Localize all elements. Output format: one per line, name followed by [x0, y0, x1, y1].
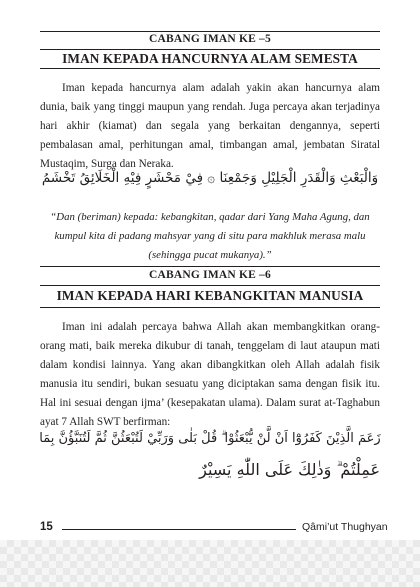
book-title: Qâmi’ut Thughyan	[302, 521, 388, 533]
decorative-pattern	[0, 540, 420, 587]
section-5-heading: IMAN KEPADA HANCURNYA ALAM SEMESTA	[62, 51, 358, 66]
section-5-divider	[40, 49, 380, 50]
section-5-translation: “Dan (beriman) kepada: kebangkitan, qadar dari Yang Maha Agung, dan kumpul kita di padang mahsyar yang di situ para makhluk merasa malu (sehingga pucat mukanya).”	[50, 211, 370, 261]
section-6-paragraph: Iman ini adalah percaya bahwa Allah akan membangkitkan orang-orang mati, baik mereka dikubur di tanah, tenggelam di laut ataupun mati dalam kondisi lainnya. Yang akan dibangkitkan oleh Allah adalah fisik manusia itu sendiri, bukan sesuatu yang diciptakan sama dengan fisik itu. Hal ini sesuai dengan ijma’ (kesepakatan ulama). Dalam surat at-Taghabun ayat 7 Allah SWT berfirman:	[40, 321, 380, 428]
section-6-subheading: CABANG IMAN KE –6	[149, 269, 271, 281]
page-number: 15	[40, 521, 53, 533]
top-rule	[40, 31, 380, 32]
section-6-heading: IMAN KEPADA HARI KEBANGKITAN MANUSIA	[56, 288, 364, 303]
section-6-heading-rule	[40, 307, 380, 308]
section-5-paragraph: Iman kepada hancurnya alam adalah yakin akan hancurnya alam dunia, baik yang tinggi maupun yang rendah. Juga percaya akan terjadinya hari akhir (kiamat) dan segala yang berkaitan dengannya, seperti pembalasan amal, perhitungan amal, timbangan amal, jembatan Siratal Mustaqim, Surga dan Neraka.	[40, 82, 380, 170]
quran-verse-line-2: عَمِلْتُمْ ۗ وَذٰلِكَ عَلَى اللّٰهِ يَسِيْرٌ	[199, 460, 380, 479]
section-6-top-rule	[40, 266, 380, 267]
section-5-heading-rule	[40, 68, 380, 69]
footer-rule	[62, 529, 296, 530]
section-6-divider	[40, 285, 380, 286]
section-5-arabic-verse: وَالْبَعْثِ وَالْقَدَرِ الْجَلِيْلِ وَجَمْعِنَا ۞ فِيْ مَحْشَرٍ فِيْهِ الْخَلَائِقُ تَخْشَمُ	[41, 170, 379, 186]
quran-verse-line-1: زَعَمَ الَّذِيْنَ كَفَرُوْٓا اَنْ لَّنْ يُّبْعَثُوْا ۗ قُلْ بَلٰى وَرَبِّيْ لَتُبْعَثُنَّ ثُمَّ لَتُنَبَّؤُنَّ بِمَا	[39, 431, 381, 446]
section-5-subheading: CABANG IMAN KE –5	[149, 33, 271, 45]
